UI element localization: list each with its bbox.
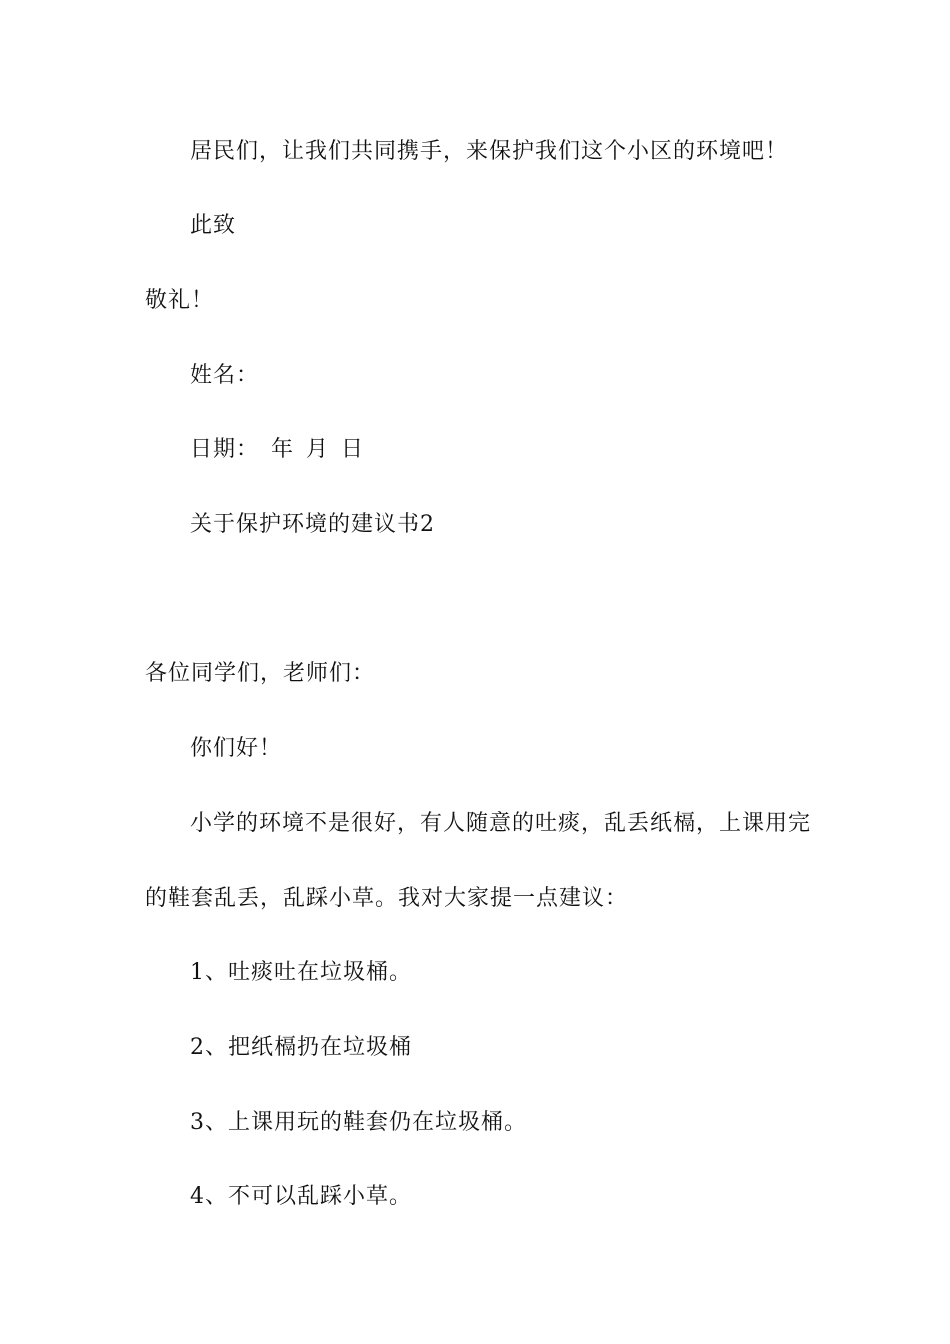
date-line (190, 435, 364, 465)
date-day: 日 (341, 437, 365, 462)
name-label: 姓名： (190, 363, 260, 388)
date-month: 月 (306, 437, 330, 462)
closing-paragraph: 居民们，让我们共同携手，来保护我们这个小区的环境吧！ (190, 139, 789, 164)
body-line-1: 小学的环境不是很好，有人随意的吐痰，乱丢纸槅，上课用完 (190, 811, 812, 836)
salutation-cizhi: 此致 (190, 213, 237, 238)
salutation-jingli: 敬礼！ (145, 288, 215, 313)
suggestion-item-3: 3、上课用玩的鞋套仍在垃圾桶。 (190, 1110, 527, 1135)
hello-line: 你们好！ (190, 736, 283, 761)
date-year: 年 (271, 437, 295, 462)
body-line-2: 的鞋套乱丢，乱踩小草。我对大家提一点建议： (145, 886, 629, 911)
date-label: 日期： (190, 437, 260, 462)
suggestion-item-2: 2、把纸槅扔在垃圾桶 (190, 1035, 412, 1060)
suggestion-item-4: 4、不可以乱踩小草。 (190, 1184, 412, 1209)
suggestion-item-1: 1、吐痰吐在垃圾桶。 (190, 960, 412, 985)
greeting: 各位同学们，老师们： (145, 661, 376, 686)
section-title: 关于保护环境的建议书2 (190, 512, 435, 537)
